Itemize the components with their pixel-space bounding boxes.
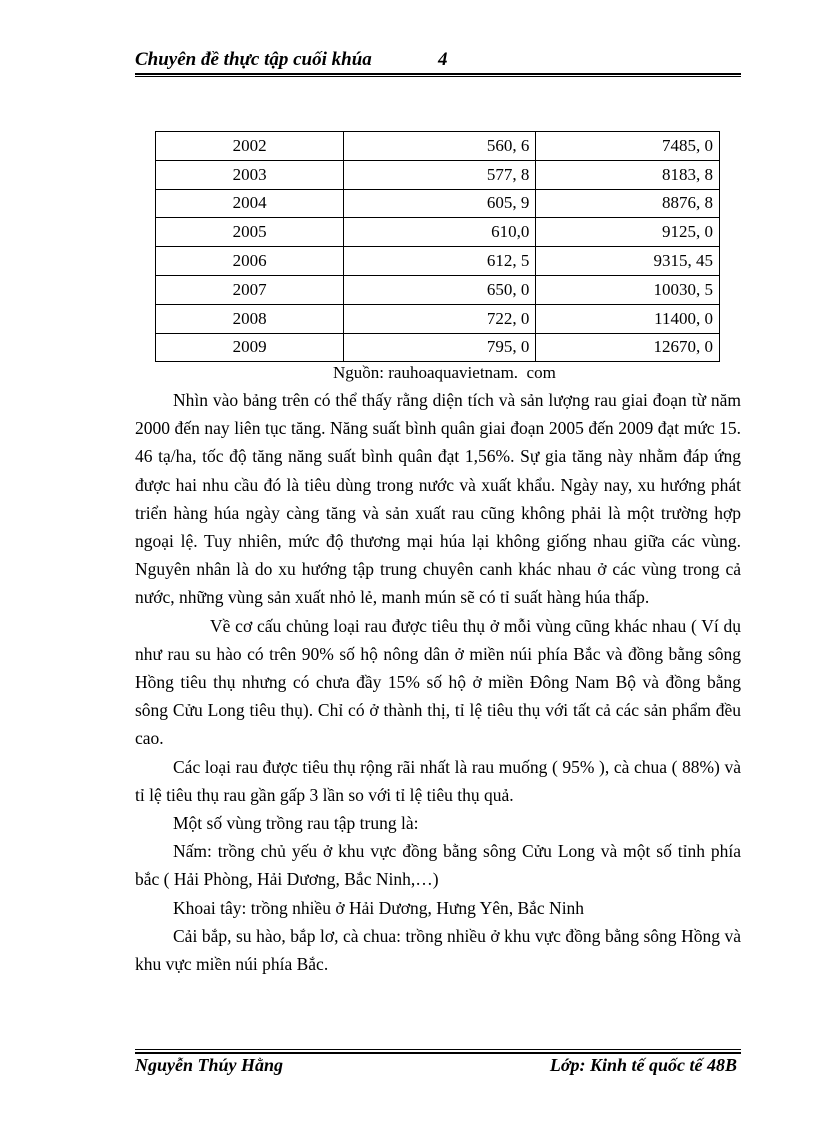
paragraph: Cải bắp, su hào, bắp lơ, cà chua: trồng nhiều ở khu vực đồng bằng sông Hồng và khu vực miền núi phía Bắc.: [135, 925, 741, 975]
table-cell-output: 8876, 8: [536, 189, 720, 218]
page-number: 4: [438, 49, 448, 70]
body-text: [135, 386, 741, 978]
table-row: [156, 247, 720, 276]
paragraph: Nấm: trồng chủ yếu ở khu vực đồng bằng sông Cửu Long và một số tỉnh phía bắc ( Hải Phòng, Hải Dương, Bắc Ninh,…): [135, 841, 741, 890]
data-table: [155, 131, 720, 362]
page-footer: [135, 1055, 741, 1081]
header-rule: [135, 76, 741, 77]
table-cell-area: 605, 9: [344, 189, 536, 218]
table-cell-output: 8183, 8: [536, 160, 720, 189]
table-cell-output: 7485, 0: [536, 132, 720, 161]
table-cell-year: 2008: [156, 304, 344, 333]
table-cell-year: 2003: [156, 160, 344, 189]
table-cell-area: 560, 6: [344, 132, 536, 161]
table-row: [156, 160, 720, 189]
table-cell-area: 612, 5: [344, 247, 536, 276]
table-row: [156, 189, 720, 218]
table-cell-year: 2002: [156, 132, 344, 161]
paragraph: Khoai tây: trồng nhiều ở Hải Dương, Hưng Yên, Bắc Ninh: [173, 897, 585, 918]
table-cell-output: 12670, 0: [536, 333, 720, 362]
table-row: [156, 218, 720, 247]
table-cell-year: 2009: [156, 333, 344, 362]
table-cell-output: 9315, 45: [536, 247, 720, 276]
table-cell-output: 10030, 5: [536, 275, 720, 304]
table-row: [156, 132, 720, 161]
paragraph: Nhìn vào bảng trên có thể thấy rằng diện tích và sản lượng rau giai đoạn từ năm 2000 đến nay liên tục tăng. Năng suất bình quân giai đoạn 2005 đến 2009 đạt mức 15. 46 tạ/ha, tốc độ tăng năng suất bình quân đạt 1,56%. Sự gia tăng này nhằm đáp ứng được hai nhu cầu đó là tiêu dùng trong nước và xuất khẩu. Ngày nay, xu hướng phát triển hàng húa ngày càng tăng và sản xuất rau cũng không phải là một trường hợp ngoại lệ. Tuy nhiên, mức độ thương mại húa lại không giống nhau giữa các vùng. Nguyên nhân là do xu hướng tập trung chuyên canh khác nhau ở các vùng trong cả nước, những vùng sản xuất nhỏ lẻ, manh mún sẽ có tỉ suất hàng húa thấp.: [135, 390, 741, 608]
paragraph: Về cơ cấu chủng loại rau được tiêu thụ ở mỗi vùng cũng khác nhau ( Ví dụ như rau su hào có trên 90% số hộ nông dân ở miền núi phía Bắc và đồng bằng sông Hồng tiêu thụ nhưng có chưa đầy 15% số hộ ở miền Đông Nam Bộ và đồng bằng sông Cửu Long tiêu thụ). Chỉ có ở thành thị, tỉ lệ tiêu thụ với tất cả các sản phẩm đều cao.: [135, 615, 741, 749]
table-cell-year: 2004: [156, 189, 344, 218]
table-source: Nguồn: rauhoaquavietnam. com: [333, 363, 556, 382]
table-cell-year: 2007: [156, 275, 344, 304]
page-header: [135, 47, 741, 75]
footer-rule-thick: [135, 1052, 741, 1054]
table-cell-output: 11400, 0: [536, 304, 720, 333]
footer-rule: [135, 1049, 741, 1050]
header-title: Chuyên đề thực tập cuối khúa: [135, 49, 372, 70]
table-cell-area: 795, 0: [344, 333, 536, 362]
table-cell-area: 722, 0: [344, 304, 536, 333]
table-row: [156, 304, 720, 333]
table-row: [156, 333, 720, 362]
table-cell-area: 577, 8: [344, 160, 536, 189]
footer-class: Lớp: Kinh tế quốc tế 48B: [549, 1055, 737, 1075]
paragraph: Một số vùng trồng rau tập trung là:: [173, 813, 419, 834]
table-cell-year: 2006: [156, 247, 344, 276]
footer-author: Nguyễn Thúy Hằng: [135, 1055, 284, 1075]
table-cell-year: 2005: [156, 218, 344, 247]
table-row: [156, 275, 720, 304]
table-cell-output: 9125, 0: [536, 218, 720, 247]
paragraph: Các loại rau được tiêu thụ rộng rãi nhất là rau muống ( 95% ), cà chua ( 88%) và tỉ lệ tiêu thụ rau gần gấp 3 lần so với tỉ lệ tiêu thụ quả.: [135, 756, 741, 805]
table-cell-area: 650, 0: [344, 275, 536, 304]
table-cell-area: 610,0: [344, 218, 536, 247]
